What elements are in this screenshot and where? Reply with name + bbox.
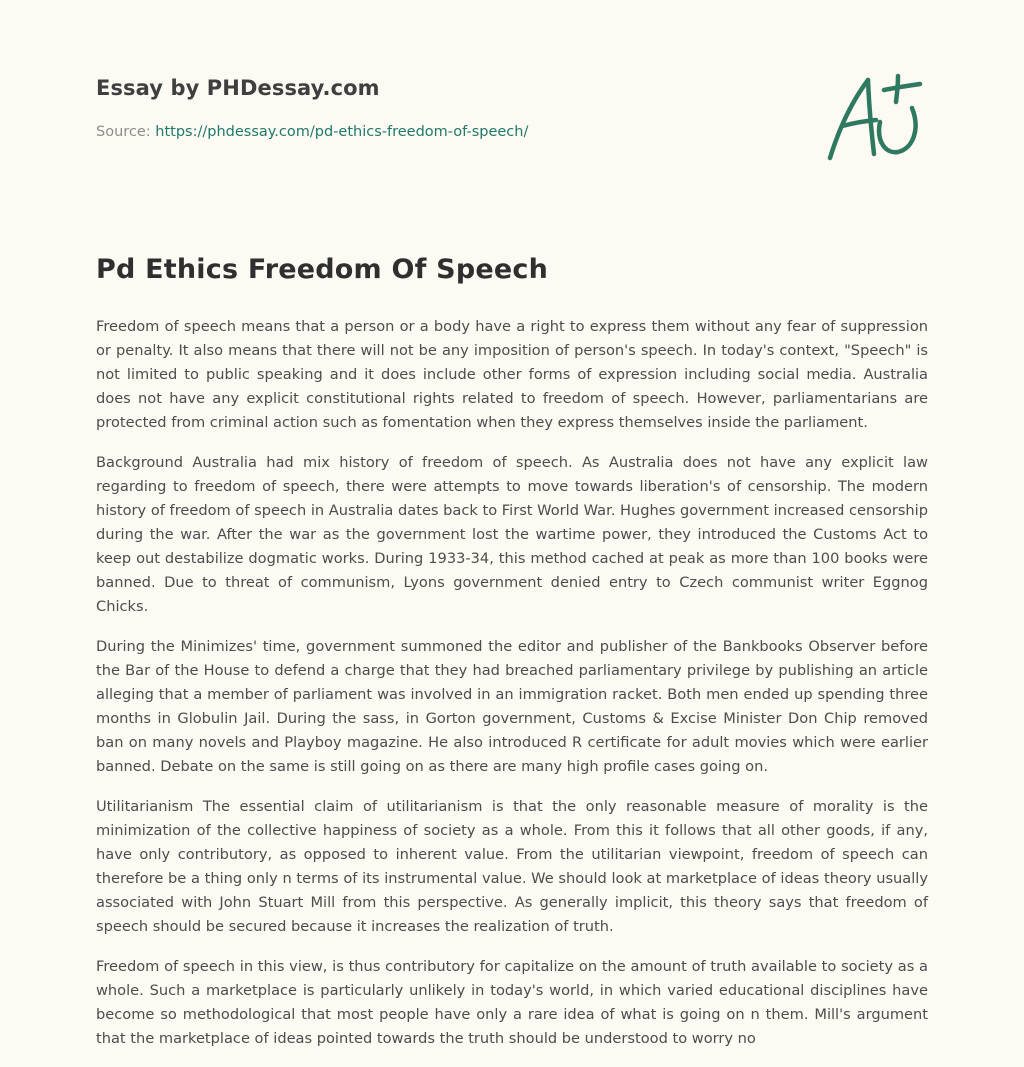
essay-paragraph: Utilitarianism The essential claim of utilitarianism is that the only reasonable measure of morality is the minimization of the collective happiness of society as a whole. From this it follows that all other goods, if any, have only contributory, as opposed to inherent value. From the utilitarian viewpoint, freedom of speech can therefore be a thing only n terms of its instrumental value. We should look at marketplace of ideas theory usually associated with John Stuart Mill from this perspective. As generally implicit, this theory says that freedom of speech should be secured because it increases the realization of truth.	[96, 798, 928, 935]
essay-paragraph: Freedom of speech in this view, is thus contributory for capitalize on the amount of truth available to society as a whole. Such a marketplace is particularly unlikely in today's world, in which varied educational disciplines have become so methodological that most people have only a rare idea of what is going on n them. Mill's argument that the marketplace of ideas pointed towards the truth should be understood to worry no	[96, 958, 928, 1047]
essay-paragraph: During the Minimizes' time, government summoned the editor and publisher of the Bankbooks Observer before the Bar of the House to defend a charge that they had breached parliamentary privilege by publishing an article alleging that a member of parliament was involved in an immigration racket. Both men ended up spending three months in Globulin Jail. During the sass, in Gorton government, Customs & Excise Minister Don Chip removed ban on many novels and Playboy magazine. He also introduced R certificate for adult movies which were earlier banned. Debate on the same is still going on as there are many high profile cases going on.	[96, 638, 928, 775]
source-label: Source:	[96, 124, 156, 140]
essay-title: Pd Ethics Freedom Of Speech	[96, 254, 549, 285]
essay-paragraph: Background Australia had mix history of freedom of speech. As Australia does not have any explicit law regarding to freedom of speech, there were attempts to move towards liberation's of censorship. The modern history of freedom of speech in Australia dates back to First World War. Hughes government increased censorship during the war. After the war as the government lost the wartime power, they introduced the Customs Act to keep out destabilize dogmatic works. During 1933-34, this method cached at peak as more than 100 books were banned. Due to threat of communism, Lyons government denied entry to Czech communist writer Eggnog Chicks.	[96, 454, 928, 615]
essay-body	[96, 315, 928, 1067]
source-line	[96, 124, 528, 140]
site-title: Essay by PHDessay.com	[96, 76, 380, 100]
a-plus-logo-icon	[822, 68, 928, 166]
essay-paragraph: Freedom of speech means that a person or a body have a right to express them without any fear of suppression or penalty. It also means that there will not be any imposition of person's speech. In today's context, "Speech" is not limited to public speaking and it does include other forms of expression including social media. Australia does not have any explicit constitutional rights related to freedom of speech. However, parliamentarians are protected from criminal action such as fomentation when they express themselves inside the parliament.	[96, 318, 928, 431]
source-link[interactable]: https://phdessay.com/pd-ethics-freedom-of-speech/	[155, 124, 529, 140]
